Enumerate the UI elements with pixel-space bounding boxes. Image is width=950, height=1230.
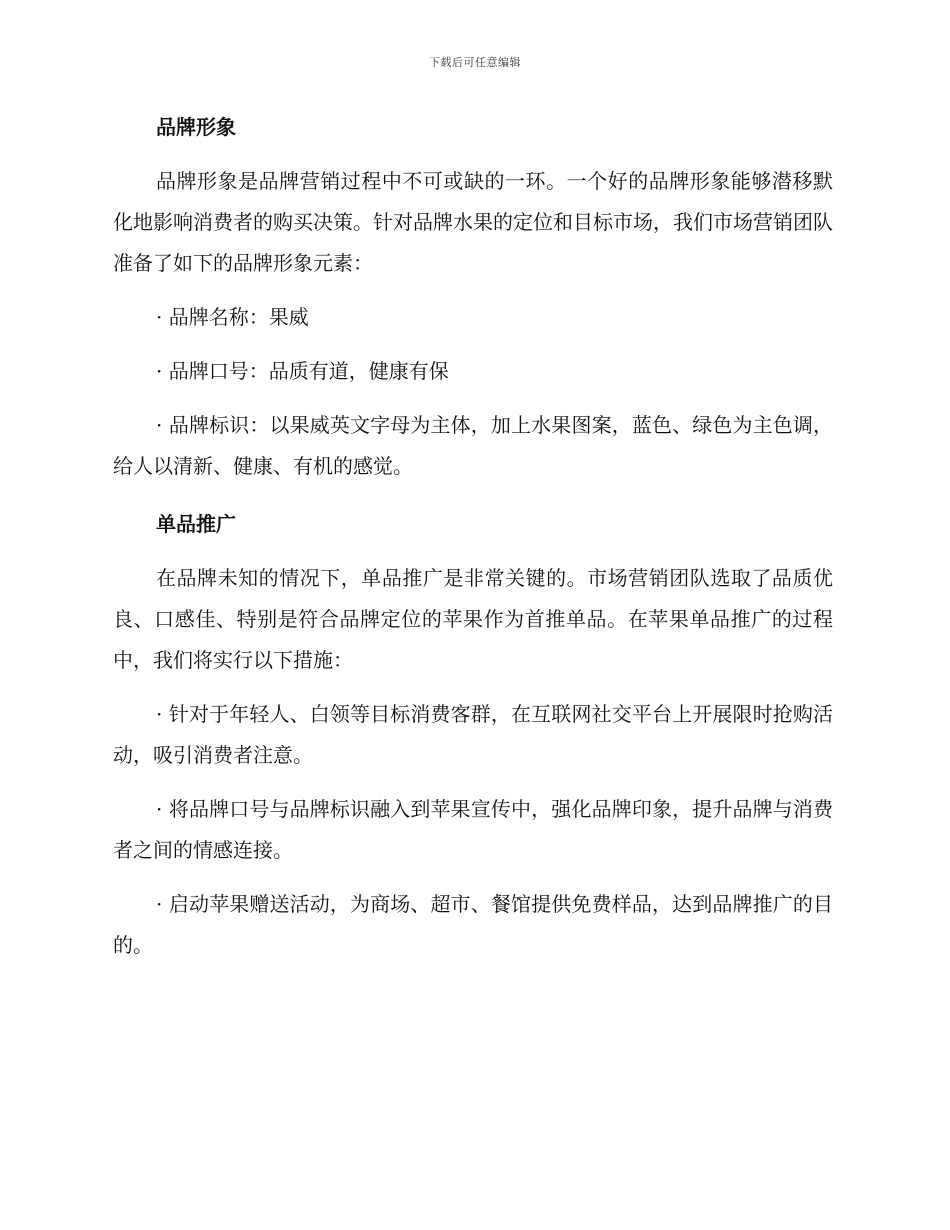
section-heading-brand-image: 品牌形象	[156, 115, 236, 139]
list-item-free-samples: · 启动苹果赠送活动，为商场、超市、餐馆提供免费样品，达到品牌推广的目的。	[113, 892, 833, 957]
section-intro-brand-image: 品牌形象是品牌营销过程中不可或缺的一环。一个好的品牌形象能够潜移默化地影响消费者的购买决策。针对品牌水果的定位和目标市场，我们市场营销团队准备了如下的品牌形象元素：	[113, 169, 833, 275]
header-note: 下载后可任意编辑	[429, 56, 521, 69]
list-item-brand-logo: · 品牌标识：以果威英文字母为主体，加上水果图案，蓝色、绿色为主色调，给人以清新、健康、有机的感觉。	[113, 413, 833, 478]
list-item-brand-name: · 品牌名称：果威	[156, 305, 309, 329]
section-intro-single-product: 在品牌未知的情况下，单品推广是非常关键的。市场营销团队选取了品质优良、口感佳、特别是符合品牌定位的苹果作为首推单品。在苹果单品推广的过程中，我们将实行以下措施：	[113, 566, 833, 672]
section-heading-single-product: 单品推广	[156, 512, 236, 536]
document-body	[113, 106, 833, 966]
list-item-brand-slogan: · 品牌口号：品质有道，健康有保	[156, 359, 449, 383]
list-item-flash-sale: · 针对于年轻人、白领等目标消费客群，在互联网社交平台上开展限时抢购活动，吸引消费者注意。	[113, 702, 833, 767]
list-item-brand-integration: · 将品牌口号与品牌标识融入到苹果宣传中，强化品牌印象，提升品牌与消费者之间的情感连接。	[113, 797, 833, 862]
